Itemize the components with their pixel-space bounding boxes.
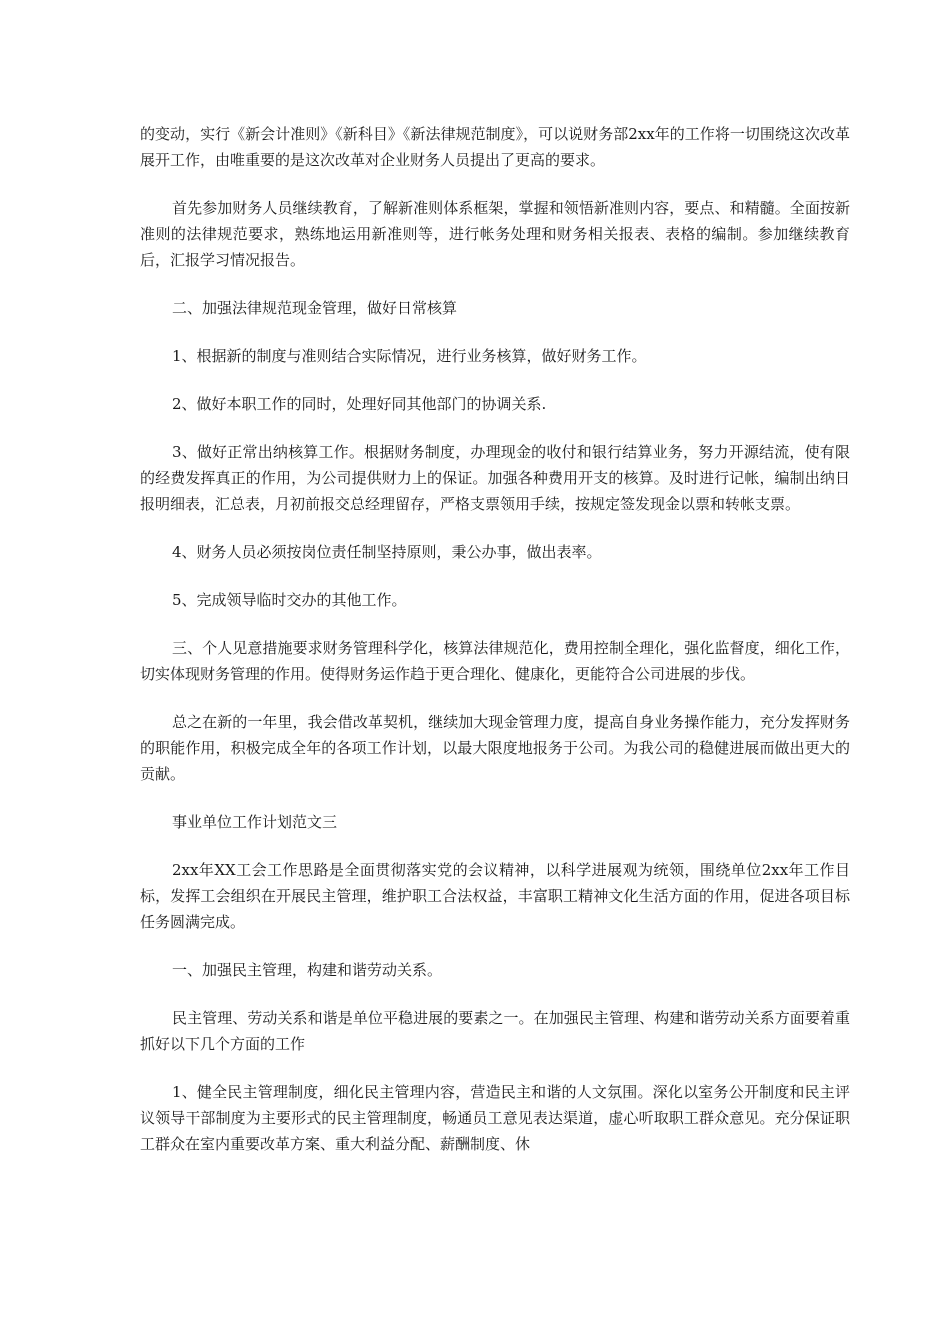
list-item-2: 2、做好本职工作的同时，处理好同其他部门的协调关系. bbox=[172, 395, 547, 413]
section-1-paragraph: 民主管理、劳动关系和谐是单位平稳进展的要素之一。在加强民主管理、构建和谐劳动关系方面要着重抓好以下几个方面的工作 bbox=[140, 1009, 850, 1053]
list-item-4: 4、财务人员必须按岗位责任制坚持原则，秉公办事，做出表率。 bbox=[172, 543, 602, 561]
list-item-1b: 1、健全民主管理制度，细化民主管理内容，营造民主和谐的人文氛围。深化以室务公开制度和民主评议领导干部制度为主要形式的民主管理制度，畅通员工意见表达渠道，虚心听取职工群众意见。充分保证职工群众在室内重要改革方案、重大利益分配、薪酬制度、休 bbox=[140, 1083, 850, 1153]
list-item-1: 1、根据新的制度与准则结合实际情况，进行业务核算，做好财务工作。 bbox=[172, 347, 647, 365]
conclusion-paragraph: 总之在新的一年里，我会借改革契机，继续加大现金管理力度，提高自身业务操作能力，充分发挥财务的职能作用，积极完成全年的各项工作计划，以最大限度地报务于公司。为我公司的稳健进展而做出更大的贡献。 bbox=[140, 713, 850, 783]
list-item-5: 5、完成领导临时交办的其他工作。 bbox=[172, 591, 407, 609]
list-item-3: 3、做好正常出纳核算工作。根据财务制度，办理现金的收付和银行结算业务，努力开源结流，使有限的经费发挥真正的作用，为公司提供财力上的保证。加强各种费用开支的核算。及时进行记帐，编制出纳日报明细表，汇总表，月初前报交总经理留存，严格支票领用手续，按规定签发现金以票和转帐支票。 bbox=[140, 443, 850, 513]
paragraph-1: 的变动，实行《新会计准则》《新科目》《新法律规范制度》，可以说财务部2xx年的工作将一切围绕这次改革展开工作，由唯重要的是这次改革对企业财务人员提出了更高的要求。 bbox=[140, 125, 850, 169]
section-heading-1: 一、加强民主管理，构建和谐劳动关系。 bbox=[172, 961, 443, 979]
sample-title: 事业单位工作计划范文三 bbox=[172, 813, 338, 831]
section-heading-2: 二、加强法律规范现金管理，做好日常核算 bbox=[172, 299, 458, 317]
section-3-paragraph: 三、个人见意措施要求财务管理科学化，核算法律规范化，费用控制全理化，强化监督度，细化工作，切实体现财务管理的作用。使得财务运作趋于更合理化、健康化，更能符合公司进展的步伐。 bbox=[140, 639, 850, 683]
intro-paragraph: 2xx年XX工会工作思路是全面贯彻落实党的会议精神，以科学进展观为统领，围绕单位2xx年工作目标，发挥工会组织在开展民主管理，维护职工合法权益，丰富职工精神文化生活方面的作用，促进各项目标任务圆满完成。 bbox=[140, 861, 850, 931]
paragraph-2: 首先参加财务人员继续教育，了解新准则体系框架，掌握和领悟新准则内容，要点、和精髓。全面按新准则的法律规范要求，熟练地运用新准则等，进行帐务处理和财务相关报表、表格的编制。参加继续教育后，汇报学习情况报告。 bbox=[140, 199, 850, 269]
